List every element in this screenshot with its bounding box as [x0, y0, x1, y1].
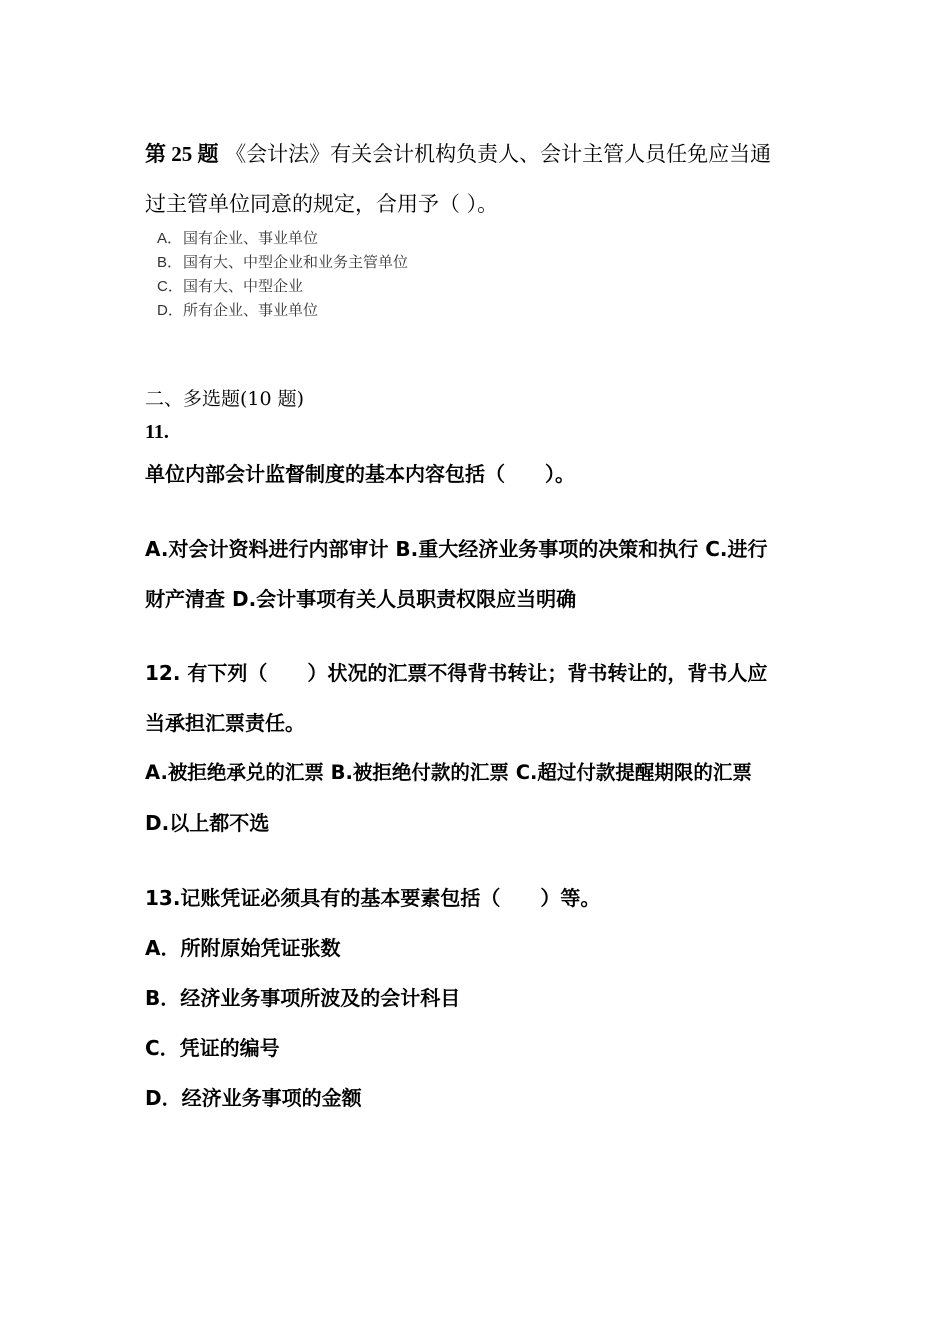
q12-stem-line-2: 当承担汇票责任。 — [145, 711, 305, 735]
q11-number: 11. — [145, 421, 169, 443]
q13-option-a: A．所附原始凭证张数 — [145, 936, 341, 960]
q13-option-c: C．凭证的编号 — [145, 1036, 280, 1060]
q25-option-c: C．国有大、中型企业 — [157, 277, 304, 295]
q25-stem-line-2: 过主管单位同意的规定，合用予（ ）。 — [145, 192, 499, 216]
q25-option-a: A．国有企业、事业单位 — [157, 229, 319, 247]
q25-number: 第 25 题 — [145, 142, 219, 166]
q12-options-line-2: D.以上都不选 — [145, 811, 270, 835]
section-title: 二、多选题(10 题) — [145, 388, 305, 410]
q13-option-d: D．经济业务事项的金额 — [145, 1086, 362, 1110]
q11-options-line-1: A.对会计资料进行内部审计 B.重大经济业务事项的决策和执行 C.进行 — [145, 537, 768, 561]
q12-options-line-1: A.被拒绝承兑的汇票 B.被拒绝付款的汇票 C.超过付款提醒期限的汇票 — [145, 761, 752, 784]
q25-stem-line-1 — [145, 138, 771, 168]
q25-option-b: B．国有大、中型企业和业务主管单位 — [157, 253, 409, 271]
q25-stem-text: 《会计法》有关会计机构负责人、会计主管人员任免应当通 — [225, 142, 772, 166]
q11-options-line-2: 财产清查 D.会计事项有关人员职责权限应当明确 — [145, 587, 577, 611]
q12-stem-line-1: 12. 有下列（ ）状况的汇票不得背书转让；背书转让的，背书人应 — [145, 661, 768, 685]
q11-stem: 单位内部会计监督制度的基本内容包括（ ）。 — [145, 462, 575, 486]
q13-stem: 13.记账凭证必须具有的基本要素包括（ ）等。 — [145, 886, 601, 910]
q25-option-d: D．所有企业、事业单位 — [157, 301, 319, 319]
q13-option-b: B．经济业务事项所波及的会计科目 — [145, 986, 461, 1010]
